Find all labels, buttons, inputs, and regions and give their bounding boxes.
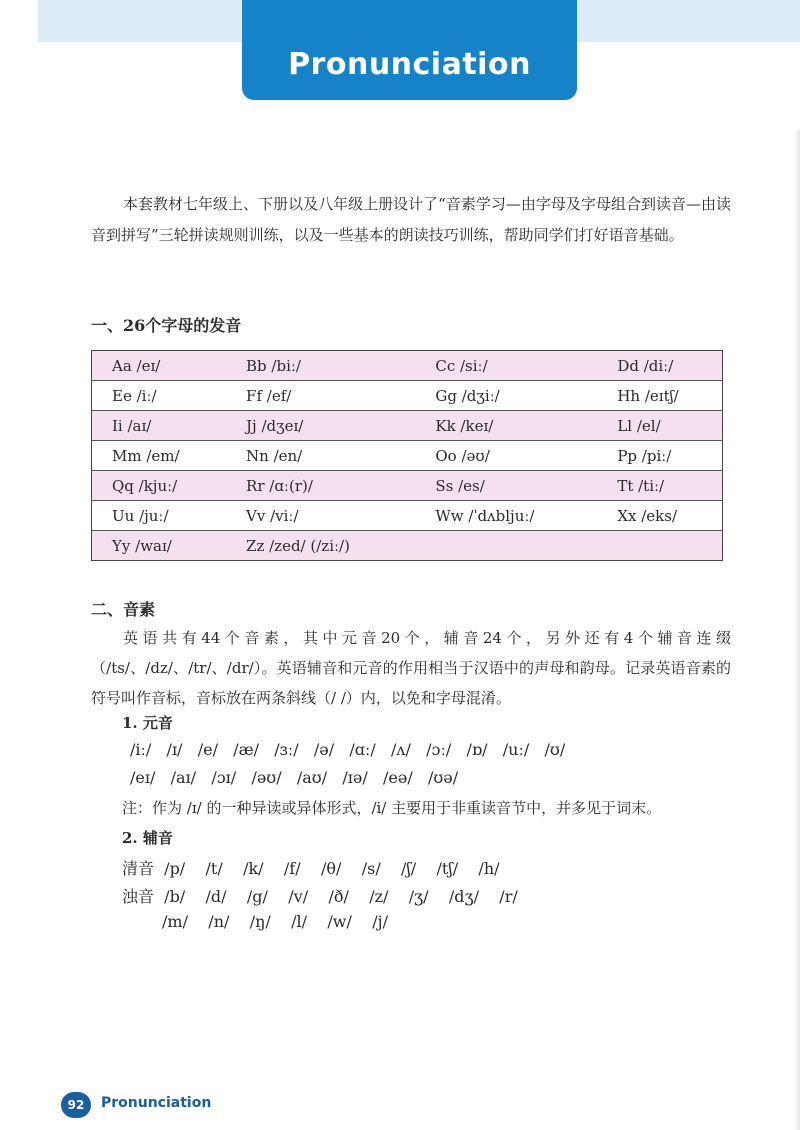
vowel-line-2: /eɪ/ /aɪ/ /ɔɪ/ /əʊ/ /aʊ/ /ɪə/ /eə/ /ʊə/ bbox=[130, 768, 459, 787]
table-cell: Vv /viː/ bbox=[226, 501, 415, 531]
table-cell: Qq /kjuː/ bbox=[92, 471, 227, 501]
table-row bbox=[92, 531, 723, 561]
page-edge-shadow bbox=[794, 130, 800, 1130]
alphabet-table bbox=[91, 350, 723, 561]
table-cell: Oo /əʊ/ bbox=[415, 441, 597, 471]
section-heading-alphabet: 一、26个字母的发音 bbox=[91, 316, 242, 335]
table-cell: Xx /eks/ bbox=[597, 501, 722, 531]
intro-paragraph: 本套教材七年级上、下册以及八年级上册设计了“音素学习—由字母及字母组合到读音—由读音到拼写”三轮拼读规则训练，以及一些基本的朗读技巧训练，帮助同学们打好语音基础。 bbox=[91, 195, 731, 244]
page-number-badge bbox=[61, 1092, 91, 1118]
table-cell: Rr /ɑː(r)/ bbox=[226, 471, 415, 501]
table-cell: Mm /em/ bbox=[92, 441, 227, 471]
table-cell: Ss /es/ bbox=[415, 471, 597, 501]
page-number: 92 bbox=[67, 1098, 85, 1112]
title-tab bbox=[242, 0, 577, 100]
table-cell: Ee /iː/ bbox=[92, 381, 227, 411]
table-row bbox=[92, 381, 723, 411]
table-row bbox=[92, 501, 723, 531]
table-row bbox=[92, 441, 723, 471]
consonant-voiceless-line: 清音 /p/ /t/ /k/ /f/ /θ/ /s/ /ʃ/ /tʃ/ /h/ bbox=[122, 859, 500, 878]
table-cell: Yy /waɪ/ bbox=[92, 531, 227, 561]
table-cell: Pp /piː/ bbox=[597, 441, 722, 471]
vowel-line-1: /iː/ /ɪ/ /e/ /æ/ /ɜː/ /ə/ /ɑː/ /ʌ/ /ɔː/ /ɒ/ /uː/ /ʊ/ bbox=[130, 740, 566, 759]
table-cell: Kk /keɪ/ bbox=[415, 411, 597, 441]
table-cell: Zz /zed/ (/ziː/) bbox=[226, 531, 415, 561]
table-cell: Cc /siː/ bbox=[415, 351, 597, 381]
table-cell: Tt /tiː/ bbox=[597, 471, 722, 501]
vowel-note: 注：作为 /ɪ/ 的一种异读或异体形式，/i/ 主要用于非重读音节中，并多见于词末。 bbox=[122, 799, 662, 817]
table-cell: Ww /ˈdʌbljuː/ bbox=[415, 501, 597, 531]
consonant-other-line: /m/ /n/ /ŋ/ /l/ /w/ /j/ bbox=[162, 912, 388, 931]
footer-label: Pronunciation bbox=[101, 1095, 212, 1111]
phonemes-paragraph: 英语共有44个音素，其中元音20个，辅音24个，另外还有4个辅音连缀（/ts/、/dz/、/tr/、/dr/）。英语辅音和元音的作用相当于汉语中的声母和韵母。记录英语音素的符号叫作音标，音标放在两条斜线（/ /）内，以免和字母混淆。 bbox=[91, 629, 731, 707]
table-cell: Gg /dʒiː/ bbox=[415, 381, 597, 411]
consonants-heading: 2. 辅音 bbox=[122, 829, 173, 847]
table-cell: Dd /diː/ bbox=[597, 351, 722, 381]
table-cell: Hh /eɪtʃ/ bbox=[597, 381, 722, 411]
table-row bbox=[92, 471, 723, 501]
table-row bbox=[92, 351, 723, 381]
section-heading-phonemes: 二、音素 bbox=[91, 600, 156, 619]
table-cell: Aa /eɪ/ bbox=[92, 351, 227, 381]
table-cell: Ll /el/ bbox=[597, 411, 722, 441]
table-cell: Nn /en/ bbox=[226, 441, 415, 471]
table-cell: Ff /ef/ bbox=[226, 381, 415, 411]
table-cell: Jj /dʒeɪ/ bbox=[226, 411, 415, 441]
table-cell bbox=[597, 531, 722, 561]
table-cell: Bb /biː/ bbox=[226, 351, 415, 381]
table-cell bbox=[415, 531, 597, 561]
vowels-heading: 1. 元音 bbox=[122, 714, 173, 732]
table-cell: Ii /aɪ/ bbox=[92, 411, 227, 441]
page-title: Pronunciation bbox=[288, 46, 531, 82]
consonant-voiced-line: 浊音 /b/ /d/ /g/ /v/ /ð/ /z/ /ʒ/ /dʒ/ /r/ bbox=[122, 887, 518, 906]
table-cell: Uu /juː/ bbox=[92, 501, 227, 531]
table-row bbox=[92, 411, 723, 441]
